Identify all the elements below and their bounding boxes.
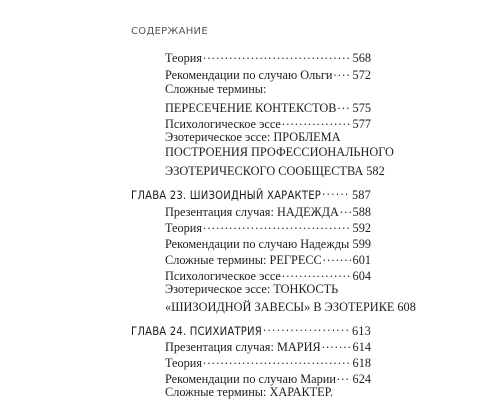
toc-entry-title: Эзотерическое эссе: ПРОБЛЕМА (165, 130, 341, 144)
dot-leader (337, 369, 351, 383)
dot-leader (323, 250, 351, 264)
toc-page-number: 592 (352, 221, 371, 235)
dot-leader (333, 65, 350, 79)
toc-entry-line[interactable] (165, 282, 371, 296)
toc-entry-title: ЭЗОТЕРИЧЕСКОГО СООБЩЕСТВА (165, 164, 364, 178)
toc-page-number: 572 (352, 68, 371, 82)
toc-entry[interactable] (165, 353, 371, 370)
toc-entry-title: Рекомендации по случаю Надежды (165, 237, 350, 251)
toc-entry-line[interactable] (165, 145, 394, 159)
dot-leader (282, 266, 351, 280)
toc-page-number: 587 (351, 188, 371, 202)
toc-entry-title: Теория (165, 51, 203, 65)
toc-page-number: 624 (352, 372, 371, 386)
toc-entry-title: Презентация случая: НАДЕЖДА (165, 205, 339, 219)
toc-chapter[interactable] (131, 321, 371, 338)
toc-entry-title: Сложные термины: ХАРАКТЕР. (165, 385, 334, 399)
toc-entry-line[interactable] (165, 130, 371, 144)
toc-entry[interactable] (165, 161, 385, 178)
toc-entry[interactable] (165, 65, 371, 82)
toc-entry-title: Сложные термины: РЕГРЕСС (165, 253, 322, 267)
dot-leader (322, 337, 351, 351)
toc-entry[interactable] (165, 369, 371, 386)
toc-entry-title: Презентация случая: МАРИЯ (165, 340, 321, 354)
toc-page-number: 575 (352, 101, 371, 115)
toc-page-number: 604 (352, 269, 371, 283)
toc-entry-title: «ШИЗОИДНОЙ ЗАВЕСЫ» В ЭЗОТЕРИКЕ (165, 300, 395, 314)
toc-entry[interactable] (165, 98, 371, 115)
running-head: СОДЕРЖАНИЕ (131, 26, 208, 37)
toc-entry-title: Рекомендации по случаю Ольги (165, 68, 333, 82)
toc-entry[interactable] (165, 266, 371, 283)
toc-page-number: 601 (352, 253, 371, 267)
toc-entry-line[interactable] (165, 82, 371, 96)
dot-leader (338, 98, 351, 112)
toc-entry[interactable] (165, 297, 416, 314)
toc-page-number: 608 (397, 300, 416, 314)
toc-page-number: 582 (366, 164, 385, 178)
toc-entry[interactable] (165, 218, 371, 235)
dot-leader (203, 48, 351, 62)
toc-entry[interactable] (165, 48, 371, 65)
toc-entry-title: Теория (165, 356, 203, 370)
toc-page-number: 599 (352, 237, 371, 251)
toc-entry[interactable] (165, 202, 371, 219)
toc-page-number: 568 (352, 51, 371, 65)
toc-page-number: 613 (351, 324, 371, 338)
dot-leader (282, 114, 351, 128)
chapter-title: ГЛАВА 24. ПСИХИАТРИЯ (131, 325, 262, 338)
toc-entry-title: Сложные термины: (165, 82, 267, 96)
toc-entry-title: Рекомендации по случаю Марии (165, 372, 336, 386)
toc-chapter[interactable] (131, 185, 371, 202)
toc-entry-line[interactable] (165, 385, 371, 399)
toc-page-number: 614 (352, 340, 371, 354)
dot-leader (203, 218, 351, 232)
toc-page-number: 618 (352, 356, 371, 370)
dot-leader (203, 353, 351, 367)
toc-entry[interactable] (165, 337, 371, 354)
toc-page-number: 588 (352, 205, 371, 219)
chapter-title: ГЛАВА 23. ШИЗОИДНЫЙ ХАРАКТЕР (131, 189, 322, 202)
toc-entry-title: Теория (165, 221, 203, 235)
toc-entry-title: ПОСТРОЕНИЯ ПРОФЕССИОНАЛЬНОГО (165, 145, 394, 159)
toc-page-number: 577 (352, 117, 371, 131)
toc-entry[interactable] (165, 250, 371, 267)
toc-entry-title: Психологическое эссе (165, 117, 281, 131)
dot-leader (340, 202, 351, 216)
toc-entry[interactable] (165, 234, 371, 251)
toc-entry[interactable] (165, 114, 371, 131)
dot-leader (263, 321, 350, 335)
toc-entry-title: ПЕРЕСЕЧЕНИЕ КОНТЕКСТОВ (165, 101, 337, 115)
dot-leader (322, 185, 350, 199)
toc-entry-title: Психологическое эссе (165, 269, 281, 283)
toc-entry-title: Эзотерическое эссе: ТОНКОСТЬ (165, 282, 339, 296)
